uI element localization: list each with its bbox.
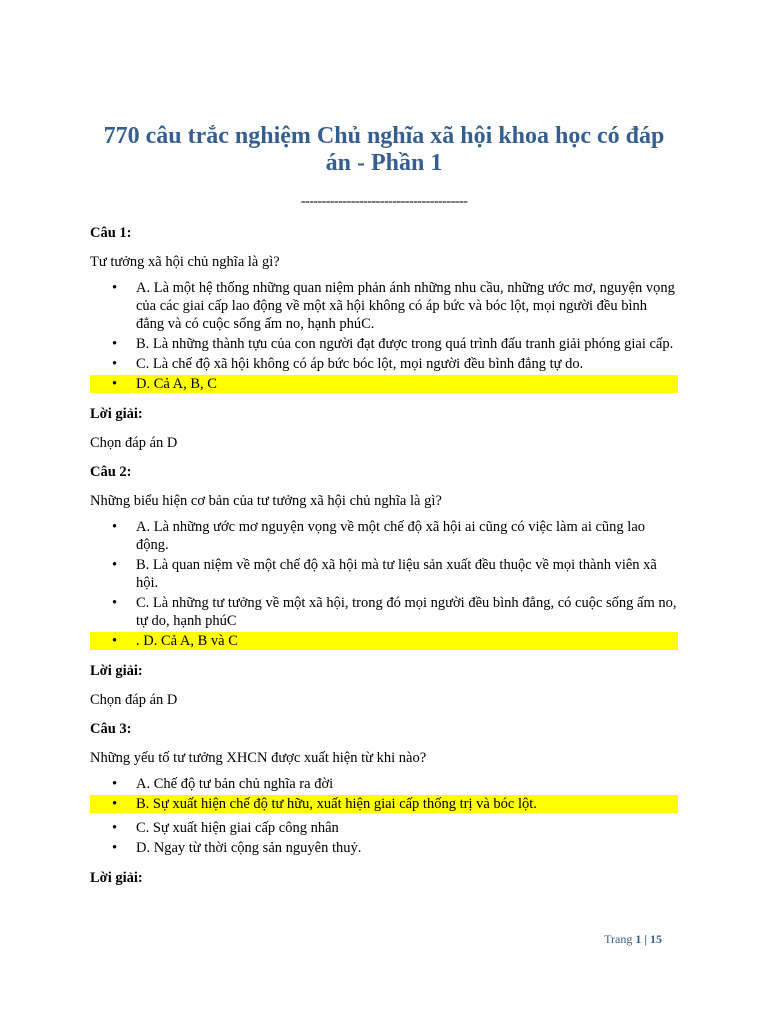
solution-label: Lời giải: — [90, 406, 143, 422]
option-item — [90, 279, 678, 333]
bullet-icon: • — [112, 280, 118, 296]
option-text: A. Chế độ tư bản chủ nghĩa ra đời — [136, 776, 334, 792]
solution-label: Lời giải: — [90, 663, 143, 679]
option-item-answer — [90, 375, 678, 393]
option-text: B. Là quan niệm về một chế độ xã hội mà tư liệu sản xuất đều thuộc về mọi thành viên xã hội. — [136, 557, 657, 591]
document-title: 770 câu trắc nghiệm Chủ nghĩa xã hội khoa học có đáp án - Phần 1 — [103, 123, 665, 176]
document-body — [90, 224, 678, 898]
separator-line: ---------------------------------------- — [300, 194, 468, 209]
page-footer — [560, 931, 662, 947]
option-text: C. Là chế độ xã hội không có áp bức bóc lột, mọi người đều bình đẳng tự do. — [136, 356, 584, 372]
option-item — [90, 775, 678, 793]
question-block — [90, 463, 678, 709]
option-item — [90, 355, 678, 373]
bullet-icon: • — [112, 633, 118, 649]
option-list — [90, 279, 678, 393]
question-block — [90, 224, 678, 452]
option-item-answer — [90, 632, 678, 650]
bullet-icon: • — [112, 595, 118, 611]
bullet-icon: • — [112, 376, 118, 392]
option-item — [90, 518, 678, 554]
question-text: Những biểu hiện cơ bản của tư tưởng xã hội chủ nghĩa là gì? — [90, 493, 442, 509]
solution-text: Chọn đáp án D — [90, 692, 178, 708]
option-text: . D. Cả A, B và C — [136, 633, 238, 649]
option-text: B. Là những thành tựu của con người đạt được trong quá trình đấu tranh giải phóng giai cấp. — [136, 336, 674, 352]
question-label: Câu 2: — [90, 464, 132, 480]
question-label: Câu 3: — [90, 721, 132, 737]
option-list — [90, 518, 678, 650]
bullet-icon: • — [112, 820, 118, 836]
solution-label: Lời giải: — [90, 870, 143, 886]
option-text: C. Sự xuất hiện giai cấp công nhân — [136, 820, 339, 836]
option-text: C. Là những tư tưởng về một xã hội, trong đó mọi người đều bình đẳng, có cuộc sống ấm no, tự do, hạnh phúC — [136, 595, 677, 629]
option-list — [90, 775, 678, 857]
option-text: A. Là một hệ thống những quan niệm phản ánh những nhu cầu, những ước mơ, nguyện vọng của các giai cấp lao động về một xã hội không có áp bức và bóc lột, mọi người đều bình đẳng và có cuộc sống ấm no, hạnh phúC. — [136, 280, 675, 332]
question-text: Những yếu tố tư tưởng XHCN được xuất hiện từ khi nào? — [90, 750, 427, 766]
option-item — [90, 594, 678, 630]
bullet-icon: • — [112, 796, 118, 812]
bullet-icon: • — [112, 519, 118, 535]
footer-prefix: Trang — [604, 932, 633, 946]
bullet-icon: • — [112, 840, 118, 856]
option-item-answer — [90, 795, 678, 813]
bullet-icon: • — [112, 336, 118, 352]
option-item — [90, 839, 678, 857]
footer-total-pages: 15 — [650, 932, 662, 946]
bullet-icon: • — [112, 356, 118, 372]
option-item — [90, 335, 678, 353]
option-text: A. Là những ước mơ nguyện vọng về một chế độ xã hội ai cũng có việc làm ai cũng lao động. — [136, 519, 646, 553]
option-item — [90, 819, 678, 837]
footer-page-number: 1 — [635, 932, 642, 946]
question-block — [90, 720, 678, 887]
option-item — [90, 556, 678, 592]
question-label: Câu 1: — [90, 225, 132, 241]
bullet-icon: • — [112, 557, 118, 573]
option-text: D. Cả A, B, C — [136, 376, 217, 392]
bullet-icon: • — [112, 776, 118, 792]
footer-divider: | — [644, 932, 647, 946]
option-text: D. Ngay từ thời cộng sản nguyên thuỷ. — [136, 840, 362, 856]
question-text: Tư tưởng xã hội chủ nghĩa là gì? — [90, 254, 280, 270]
option-text: B. Sự xuất hiện chế độ tư hữu, xuất hiện giai cấp thống trị và bóc lột. — [136, 796, 537, 812]
solution-text: Chọn đáp án D — [90, 435, 178, 451]
